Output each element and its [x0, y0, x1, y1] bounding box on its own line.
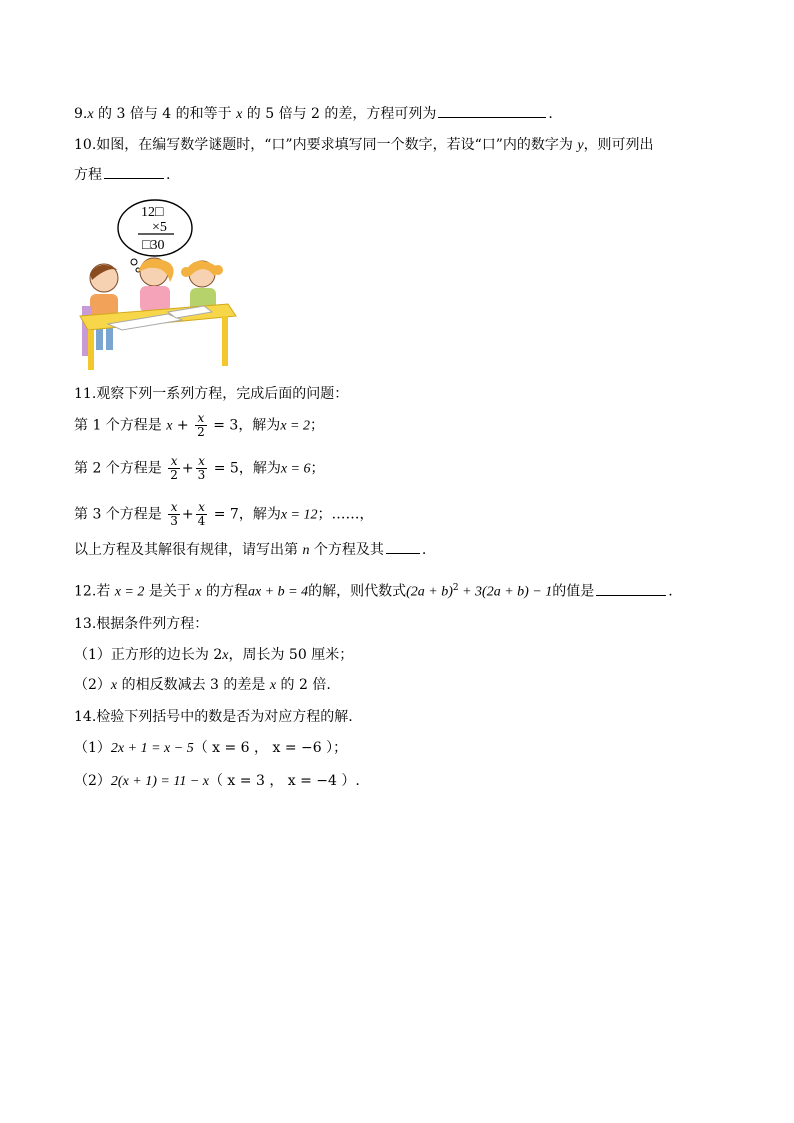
q9-number: 9.: [74, 106, 88, 122]
q11-summary: 以上方程及其解很有规律，请写出第 n 个方程及其 .: [74, 539, 426, 561]
question-10: 10.如图，在编写数学谜题时，“口”内要求填写同一个数字，若设“口”内的数字为 y，则可列出: [74, 137, 654, 153]
puzzle-row-3: □30: [142, 238, 165, 253]
answer-blank[interactable]: [596, 581, 666, 596]
answer-blank[interactable]: [104, 164, 164, 179]
answer-blank[interactable]: [386, 539, 420, 554]
answer-blank[interactable]: [438, 103, 546, 118]
q11-equation-1: 第 1 个方程是 x + $\frac{x}{2}$ = 3，解为x = 2；: [74, 411, 324, 439]
puzzle-row-1: 12□: [141, 205, 164, 220]
q13-part-2: （2）x 的相反数减去 3 的差是 x 的 2 倍.: [74, 677, 331, 693]
question-13-title: 13.根据条件列方程：: [74, 616, 209, 632]
q14-part-1: （1）2x + 1 = x − 5（ x = 6 ， x = −6 ）；: [74, 740, 348, 756]
q13-part-1: （1）正方形的边长为 2x，周长为 50 厘米；: [74, 647, 354, 663]
q11-equation-3: 第 3 个方程是 $\frac{x}{3}$ + $\frac{x}{4}$ = 7，解为x = 12；……，: [74, 500, 374, 528]
puzzle-row-2: ×5: [152, 220, 167, 235]
question-10-line2: 方程 .: [74, 164, 170, 185]
question-9: 9.x 的 3 倍与 4 的和等于 x 的 5 倍与 2 的差，方程可列为 .: [74, 103, 553, 125]
q11-equation-2: 第 2 个方程是 $\frac{x}{2}$ + $\frac{x}{3}$ = 5，解为x = 6；: [74, 454, 325, 482]
question-12: 12.若 x = 2 是关于 x 的方程ax + b = 4的解，则代数式$(2a + b)^2 + 3(2a + b) - 1$的值是 .: [74, 578, 673, 603]
question-14-title: 14.检验下列括号中的数是否为对应方程的解.: [74, 709, 353, 725]
question-11-title: 11.观察下列一系列方程，完成后面的问题：: [74, 386, 349, 402]
children-puzzle-illustration: [78, 196, 238, 371]
q14-part-2: （2）2(x + 1) = 11 − x（ x = 3 ， x = −4 ）.: [74, 773, 360, 789]
